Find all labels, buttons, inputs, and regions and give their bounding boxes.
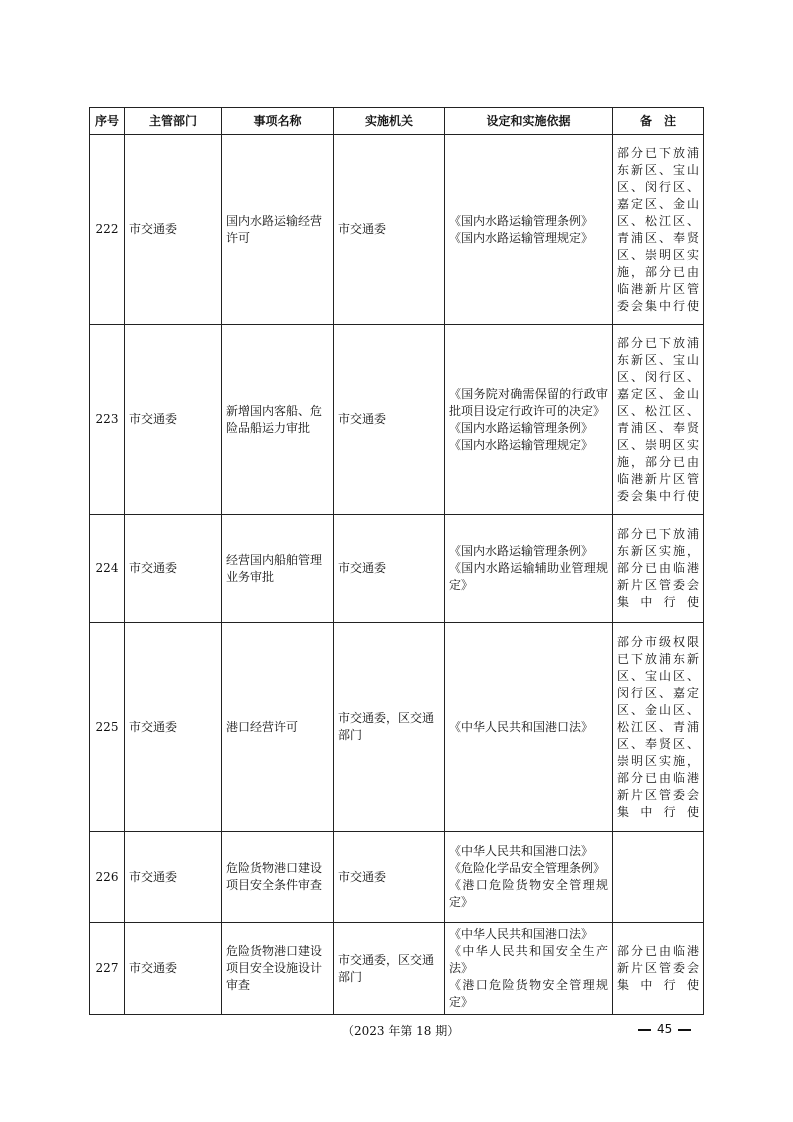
table-row bbox=[90, 135, 704, 325]
row-seq: 225 bbox=[90, 623, 125, 832]
row-note: 部分已下放浦东新区实施，部分已由临港新片区管委会集中行使 bbox=[613, 515, 704, 623]
basis-line: 《中华人民共和国港口法》 bbox=[449, 927, 594, 941]
basis-line: 《危险化学品安全管理条例》 bbox=[449, 861, 606, 875]
table-row bbox=[90, 515, 704, 623]
row-basis bbox=[445, 832, 613, 923]
basis-line: 《国内水路运输管理条例》 bbox=[449, 420, 594, 435]
page-number bbox=[632, 1022, 697, 1036]
row-item: 危险货物港口建设项目安全条件审查 bbox=[222, 832, 334, 923]
row-basis bbox=[445, 623, 613, 832]
table-row bbox=[90, 832, 704, 923]
row-item: 经营国内船舶管理业务审批 bbox=[222, 515, 334, 623]
matters-table bbox=[89, 107, 704, 1015]
row-basis bbox=[445, 515, 613, 623]
row-item: 国内水路运输经营许可 bbox=[222, 135, 334, 325]
row-dept: 市交通委 bbox=[125, 623, 222, 832]
table-header-row bbox=[90, 108, 704, 135]
row-item: 新增国内客船、危险品船运力审批 bbox=[222, 325, 334, 515]
basis-line: 《国内水路运输管理规定》 bbox=[449, 437, 594, 452]
header-agency: 实施机关 bbox=[334, 108, 445, 135]
row-agency: 市交通委 bbox=[334, 832, 445, 923]
row-agency: 市交通委，区交通部门 bbox=[334, 923, 445, 1015]
dash-right bbox=[678, 1029, 691, 1031]
row-agency: 市交通委，区交通部门 bbox=[334, 623, 445, 832]
dash-left bbox=[638, 1029, 651, 1031]
row-dept: 市交通委 bbox=[125, 325, 222, 515]
row-agency: 市交通委 bbox=[334, 515, 445, 623]
basis-line: 《中华人民共和国港口法》 bbox=[449, 719, 594, 734]
row-seq: 222 bbox=[90, 135, 125, 325]
row-dept: 市交通委 bbox=[125, 135, 222, 325]
basis-line: 《国内水路运输管理条例》 bbox=[449, 213, 594, 228]
row-basis bbox=[445, 135, 613, 325]
row-basis bbox=[445, 923, 613, 1015]
header-item: 事项名称 bbox=[222, 108, 334, 135]
basis-line: 《国内水路运输管理条例》 bbox=[449, 544, 594, 558]
basis-line: 《国内水路运输辅助业管理规定》 bbox=[449, 561, 608, 592]
row-seq: 223 bbox=[90, 325, 125, 515]
row-note bbox=[613, 832, 704, 923]
row-seq: 227 bbox=[90, 923, 125, 1015]
row-dept: 市交通委 bbox=[125, 832, 222, 923]
row-agency: 市交通委 bbox=[334, 135, 445, 325]
basis-line: 《港口危险货物安全管理规定》 bbox=[449, 878, 608, 909]
table-row bbox=[90, 623, 704, 832]
row-note: 部分已下放浦东新区、宝山区、闵行区、嘉定区、金山区、松江区、青浦区、奉贤区、崇明区实施，部分已由临港新片区管委会集中行使 bbox=[613, 325, 704, 515]
row-agency: 市交通委 bbox=[334, 325, 445, 515]
row-note: 部分市级权限已下放浦东新区、宝山区、闵行区、嘉定区、金山区、松江区、青浦区、奉贤区、崇明区实施，部分已由临港新片区管委会集中行使 bbox=[613, 623, 704, 832]
basis-line: 《国务院对确需保留的行政审批项目设定行政许可的决定》 bbox=[449, 386, 608, 418]
row-item: 危险货物港口建设项目安全设施设计审查 bbox=[222, 923, 334, 1015]
table-row bbox=[90, 923, 704, 1015]
row-dept: 市交通委 bbox=[125, 515, 222, 623]
issue-label: （2023 年第 18 期） bbox=[342, 1024, 460, 1038]
row-seq: 224 bbox=[90, 515, 125, 623]
header-dept: 主管部门 bbox=[125, 108, 222, 135]
row-item: 港口经营许可 bbox=[222, 623, 334, 832]
header-note: 备 注 bbox=[613, 108, 704, 135]
row-note: 部分已由临港新片区管委会集中行使 bbox=[613, 923, 704, 1015]
basis-line: 《港口危险货物安全管理规定》 bbox=[449, 978, 608, 1009]
row-seq: 226 bbox=[90, 832, 125, 923]
row-note: 部分已下放浦东新区、宝山区、闵行区、嘉定区、金山区、松江区、青浦区、奉贤区、崇明区实施，部分已由临港新片区管委会集中行使 bbox=[613, 135, 704, 325]
header-seq: 序号 bbox=[90, 108, 125, 135]
page-number-text: 45 bbox=[657, 1022, 673, 1036]
row-dept: 市交通委 bbox=[125, 923, 222, 1015]
basis-line: 《国内水路运输管理规定》 bbox=[449, 230, 594, 245]
basis-line: 《中华人民共和国港口法》 bbox=[449, 844, 594, 858]
row-basis bbox=[445, 325, 613, 515]
table-row bbox=[90, 325, 704, 515]
basis-line: 《中华人民共和国安全生产法》 bbox=[449, 944, 608, 975]
header-basis: 设定和实施依据 bbox=[445, 108, 613, 135]
